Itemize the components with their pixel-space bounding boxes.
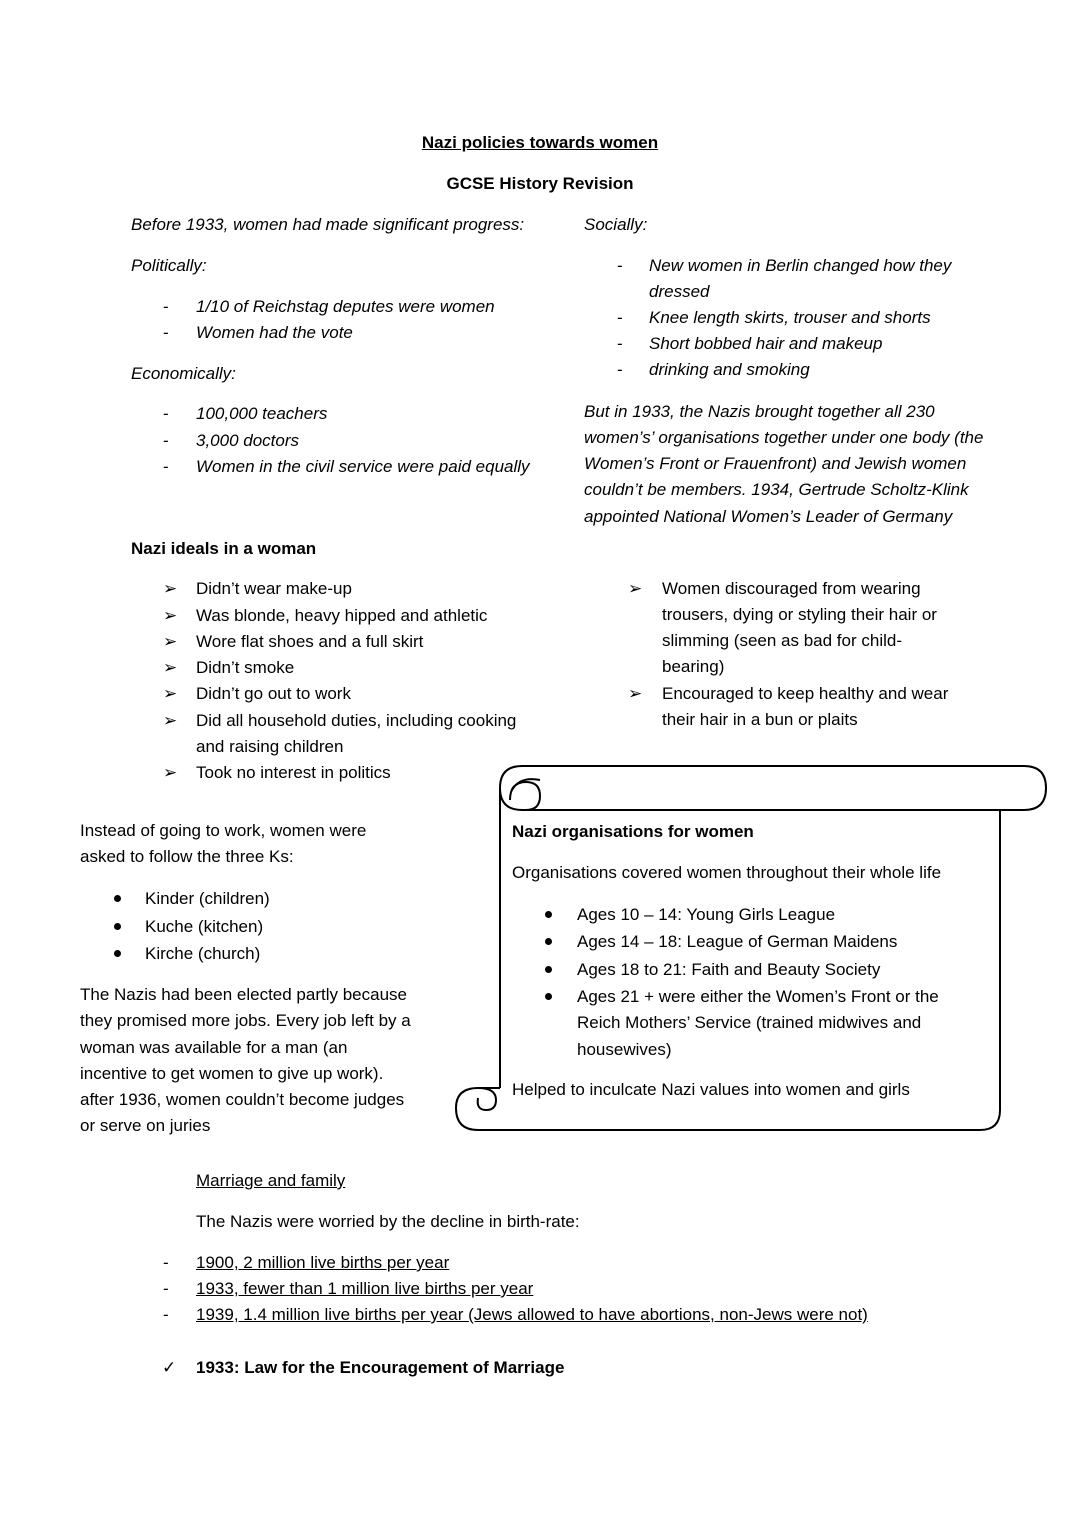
bullet-dot-icon	[545, 911, 552, 918]
list-item: Encouraged to keep healthy and wear	[662, 684, 949, 703]
list-item: Ages 10 – 14: Young Girls League	[577, 905, 836, 924]
birth-rate-item: 1939, 1.4 million live births per year (Jews allowed to have abortions, non-Jews were not)	[196, 1305, 868, 1324]
list-item-continued: housewives)	[577, 1040, 672, 1059]
list-item: Ages 14 – 18: League of German Maidens	[577, 932, 898, 951]
list-item-continued: their hair in a bun or plaits	[662, 710, 858, 729]
dash-marker: -	[617, 256, 623, 275]
jobs-line: after 1936, women couldn’t become judges	[80, 1090, 405, 1109]
birth-rate-item: 1900, 2 million live births per year	[196, 1253, 450, 1272]
page-title: Nazi policies towards women	[421, 133, 659, 152]
list-item-continued: Reich Mothers’ Service (trained midwives and	[577, 1013, 922, 1032]
list-item: Kuche (kitchen)	[145, 917, 264, 936]
list-item-continued: slimming (seen as bad for child-	[662, 631, 902, 650]
list-item-continued: dressed	[649, 282, 710, 301]
economically-heading: Economically:	[131, 364, 236, 383]
frauenfront-line: Women’s Front or Frauenfront) and Jewish women	[584, 454, 967, 473]
birth-rate-item: 1933, fewer than 1 million live births per year	[196, 1279, 534, 1298]
list-item: Women in the civil service were paid equally	[196, 457, 530, 476]
three-ks-intro: Instead of going to work, women were	[80, 821, 367, 840]
ideals-heading: Nazi ideals in a woman	[131, 539, 317, 558]
frauenfront-line: But in 1933, the Nazis brought together all 230	[584, 402, 935, 421]
organisations-heading: Nazi organisations for women	[512, 822, 754, 841]
list-item: Ages 18 to 21: Faith and Beauty Society	[577, 960, 881, 979]
bullet-dot-icon	[545, 993, 552, 1000]
dash-marker: -	[163, 457, 169, 476]
bullet-dot-icon	[545, 938, 552, 945]
marriage-intro: The Nazis were worried by the decline in birth-rate:	[196, 1212, 580, 1231]
list-item: Knee length skirts, trouser and shorts	[649, 308, 931, 327]
dash-marker: -	[163, 323, 169, 342]
list-item: Kirche (church)	[145, 944, 261, 963]
list-item: Women had the vote	[196, 323, 353, 342]
arrow-bullet-icon: ➢	[163, 632, 178, 651]
socially-heading: Socially:	[584, 215, 648, 234]
arrow-bullet-icon: ➢	[163, 606, 178, 625]
arrow-bullet-icon: ➢	[628, 684, 643, 703]
arrow-bullet-icon: ➢	[163, 658, 178, 677]
organisations-conclusion: Helped to inculcate Nazi values into women and girls	[512, 1080, 910, 1099]
list-item: Was blonde, heavy hipped and athletic	[196, 606, 488, 625]
dash-marker: -	[163, 1279, 169, 1298]
three-ks-intro: asked to follow the three Ks:	[80, 847, 294, 866]
marriage-heading: Marriage and family	[196, 1171, 346, 1190]
list-item: Ages 21 + were either the Women’s Front or the	[577, 987, 939, 1006]
arrow-bullet-icon: ➢	[163, 684, 178, 703]
jobs-line: or serve on juries	[80, 1116, 211, 1135]
list-item: Didn’t wear make-up	[196, 579, 352, 598]
arrow-bullet-icon: ➢	[163, 763, 178, 782]
politically-heading: Politically:	[131, 256, 207, 275]
marriage-law: 1933: Law for the Encouragement of Marriage	[196, 1358, 565, 1377]
arrow-bullet-icon: ➢	[163, 711, 178, 730]
list-item-continued: bearing)	[662, 657, 725, 676]
list-item: 3,000 doctors	[196, 431, 300, 450]
list-item-continued: and raising children	[196, 737, 344, 756]
dash-marker: -	[163, 431, 169, 450]
dash-marker: -	[163, 1305, 169, 1324]
list-item: 1/10 of Reichstag deputes were women	[196, 297, 495, 316]
arrow-bullet-icon: ➢	[628, 579, 643, 598]
dash-marker: -	[617, 334, 623, 353]
arrow-bullet-icon: ➢	[163, 579, 178, 598]
list-item-continued: trousers, dying or styling their hair or	[662, 605, 937, 624]
jobs-line: they promised more jobs. Every job left by a	[80, 1011, 411, 1030]
page-subtitle: GCSE History Revision	[446, 174, 634, 193]
list-item: Wore flat shoes and a full skirt	[196, 632, 424, 651]
progress-intro: Before 1933, women had made significant progress:	[131, 215, 525, 234]
list-item: drinking and smoking	[649, 360, 810, 379]
dash-marker: -	[163, 297, 169, 316]
list-item: Took no interest in politics	[196, 763, 391, 782]
jobs-line: The Nazis had been elected partly because	[80, 985, 407, 1004]
dash-marker: -	[163, 1253, 169, 1272]
jobs-line: woman was available for a man (an	[80, 1038, 348, 1057]
dash-marker: -	[617, 308, 623, 327]
dash-marker: -	[617, 360, 623, 379]
frauenfront-line: women’s’ organisations together under one body (the	[584, 428, 984, 447]
list-item: Didn’t smoke	[196, 658, 295, 677]
check-icon: ✓	[162, 1358, 177, 1377]
list-item: Short bobbed hair and makeup	[649, 334, 883, 353]
list-item: Didn’t go out to work	[196, 684, 351, 703]
jobs-line: incentive to get women to give up work).	[80, 1064, 384, 1083]
bullet-dot-icon	[545, 966, 552, 973]
list-item: Did all household duties, including cooking	[196, 711, 517, 730]
list-item: 100,000 teachers	[196, 404, 328, 423]
list-item: New women in Berlin changed how they	[649, 256, 952, 275]
frauenfront-line: appointed National Women’s Leader of Germany	[584, 507, 953, 526]
list-item: Women discouraged from wearing	[662, 579, 921, 598]
organisations-intro: Organisations covered women throughout their whole life	[512, 863, 942, 882]
dash-marker: -	[163, 404, 169, 423]
list-item: Kinder (children)	[145, 889, 270, 908]
frauenfront-line: couldn’t be members. 1934, Gertrude Scholtz-Klink	[584, 480, 969, 499]
